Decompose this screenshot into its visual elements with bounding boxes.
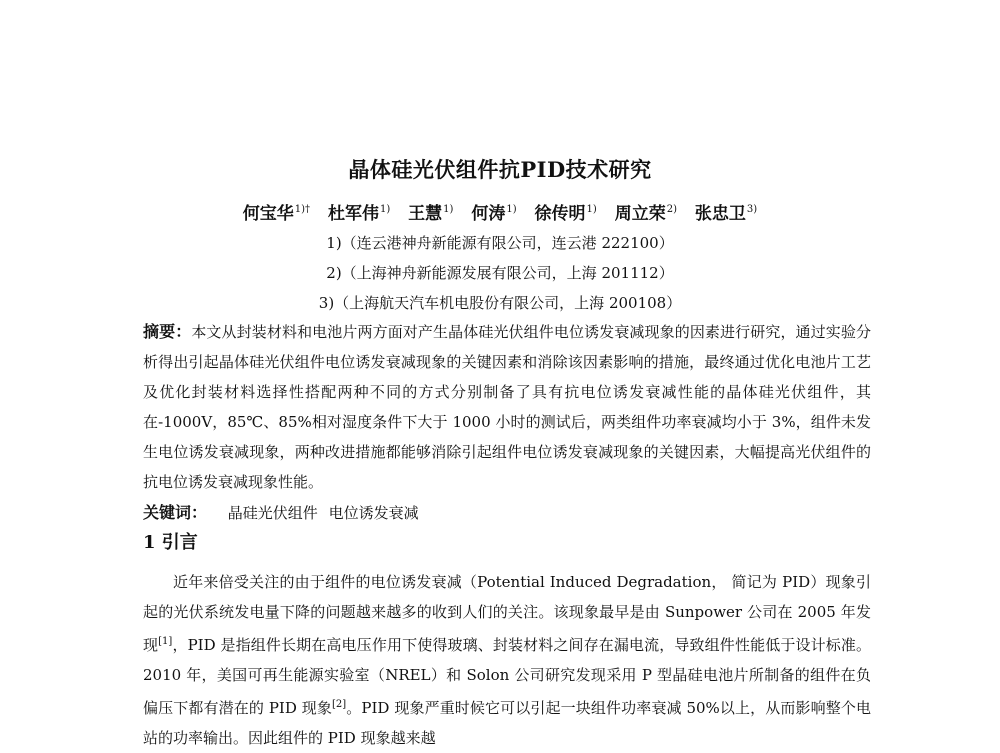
paper-title: 晶体硅光伏组件抗PID技术研究 [348,157,652,182]
author-list [0,199,1000,224]
keyword: 晶硅光伏组件 [227,504,318,522]
author-affiliation-mark: 3) [746,204,758,215]
author-name: 杜军伟 [327,204,379,224]
intro-text: ，PID 是指组件长期在高电压作用下使得玻璃、封装材料之间存在漏电流，导致组件性能低于设计标准。2010 年，美国可再生能源实验室（NREL）和 Solon 公司研究发现采用 P 型晶硅电池片所制备的组件在负偏压下都有潜在的 PID 现象 [143,636,871,717]
abstract [143,317,871,497]
author [328,204,390,224]
affiliation-2: 2)（上海神舟新能源发展有限公司，上海 201112） [326,264,674,282]
author [615,204,677,224]
author [535,204,597,224]
author [243,204,310,224]
author-name: 张忠卫 [694,204,746,224]
citation-ref[interactable]: [1] [158,636,173,647]
author [408,204,453,224]
affiliation-1: 1)（连云港神舟新能源有限公司，连云港 222100） [326,234,674,252]
author-affiliation-mark: 1) [379,204,391,215]
author-affiliation-mark: 1) [586,204,597,215]
author [471,204,516,224]
author-name: 王慧 [408,204,443,224]
intro-text: 。PID 现象严重时候它可以引起一块组件功率衰减 50%以上，从而影响整个电站的功率输出。因此组件的 PID 现象越来越 [143,699,871,747]
abstract-text: 本文从封装材料和电池片两方面对产生晶体硅光伏组件电位诱发衰减现象的因素进行研究，通过实验分析得出引起晶体硅光伏组件电位诱发衰减现象的关键因素和消除该因素影响的措施，最终通过优化电池片工艺及优化封装材料选择性搭配两种不同的方式分别制备了具有抗电位诱发衰减性能的晶体硅光伏组件，其在-1000V，85℃、85%相对湿度条件下大于 1000 小时的测试后，两类组件功率衰减均小于 3%，组件未发生电位诱发衰减现象，两种改进措施都能够消除引起组件电位诱发衰减现象的关键因素，大幅提高光伏组件的抗电位诱发衰减现象性能。 [143,323,871,491]
affiliation-3: 3)（上海航天汽车机电股份有限公司，上海 200108） [318,294,682,312]
keyword: 电位诱发衰减 [328,504,419,522]
author-affiliation-mark: 1)† [294,204,311,215]
author-affiliation-mark: 2) [666,204,677,215]
author-name: 周立荣 [614,204,666,224]
keywords-label: 关键词： [143,503,208,522]
author-affiliation-mark: 1) [443,204,454,215]
keywords [143,500,425,523]
author-name: 何涛 [471,204,506,224]
citation-ref[interactable]: [2] [332,699,347,710]
author-affiliation-mark: 1) [506,204,517,215]
author [695,204,757,224]
abstract-label: 摘要： [143,322,192,341]
author-name: 徐传明 [534,204,586,224]
intro-paragraph [143,567,871,753]
author-name: 何宝华 [242,204,294,224]
section-heading: 1 引言 [143,532,198,553]
intro-text: 近年来倍受关注的由于组件的电位诱发衰减（Potential Induced Degradation， 简记为 PID）现象引起的光伏系统发电量下降的问题越来越多的收到人们的关注。该现象最早是由 Sunpower 公司在 2005 年发现 [143,573,871,654]
